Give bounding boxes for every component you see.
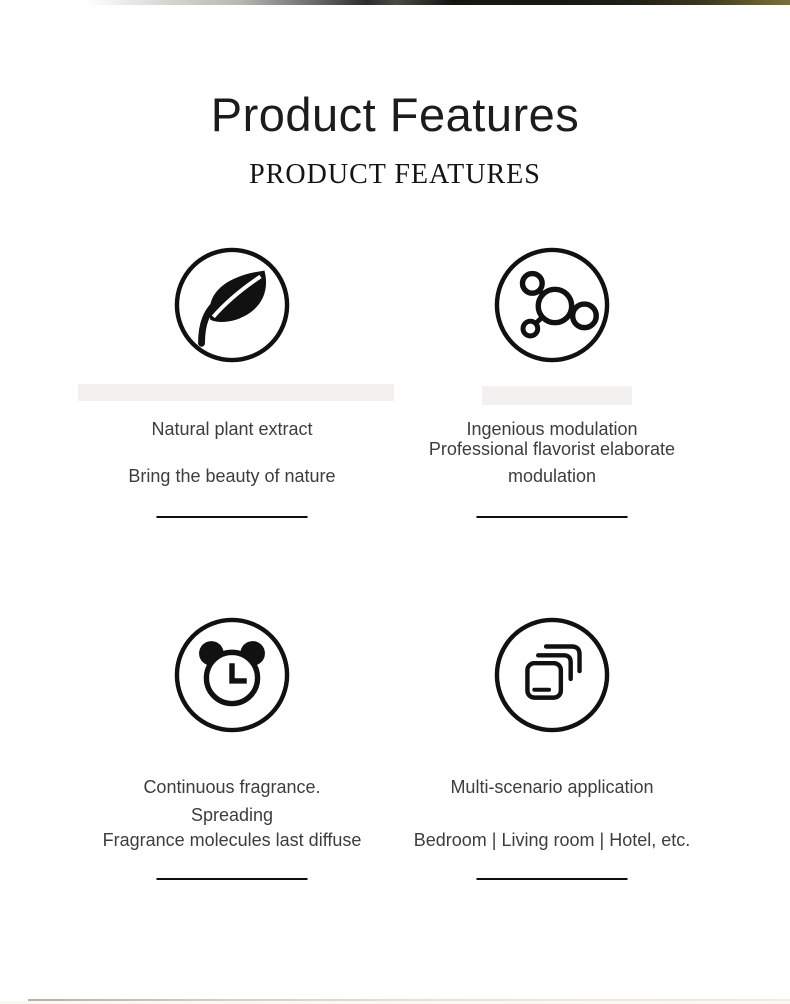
- feature-underline: [477, 878, 628, 880]
- feature-continuous-fragrance: [62, 600, 402, 900]
- feature-title: Multi-scenario application: [450, 777, 654, 797]
- feature-description: Fragrance molecules last diffuse: [102, 830, 362, 850]
- top-photo-edge-strip: [85, 0, 790, 5]
- feature-title: Continuous fragrance. Spreading: [143, 777, 321, 825]
- page-title: Product Features: [210, 88, 580, 141]
- feature-description: Bring the beauty of nature: [128, 466, 336, 486]
- feature-multi-scenario: [382, 600, 722, 900]
- page-subtitle: PRODUCT FEATURES: [249, 159, 541, 190]
- feature-underline: [157, 516, 308, 518]
- feature-title: Ingenious modulation: [466, 419, 638, 439]
- feature-underline: [477, 516, 628, 518]
- alarm-clock-icon: [173, 616, 291, 734]
- feature-ingenious-modulation: [382, 230, 722, 530]
- feature-description: Professional flavorist elaborate modulation: [428, 439, 676, 486]
- feature-underline: [157, 878, 308, 880]
- feature-natural-plant-extract: [62, 230, 402, 530]
- feature-title: Natural plant extract: [151, 419, 313, 439]
- feature-description: Bedroom | Living room | Hotel, etc.: [413, 830, 691, 850]
- leaf-icon: [173, 246, 291, 364]
- stacked-pages-icon: [493, 616, 611, 734]
- molecule-icon: [493, 246, 611, 364]
